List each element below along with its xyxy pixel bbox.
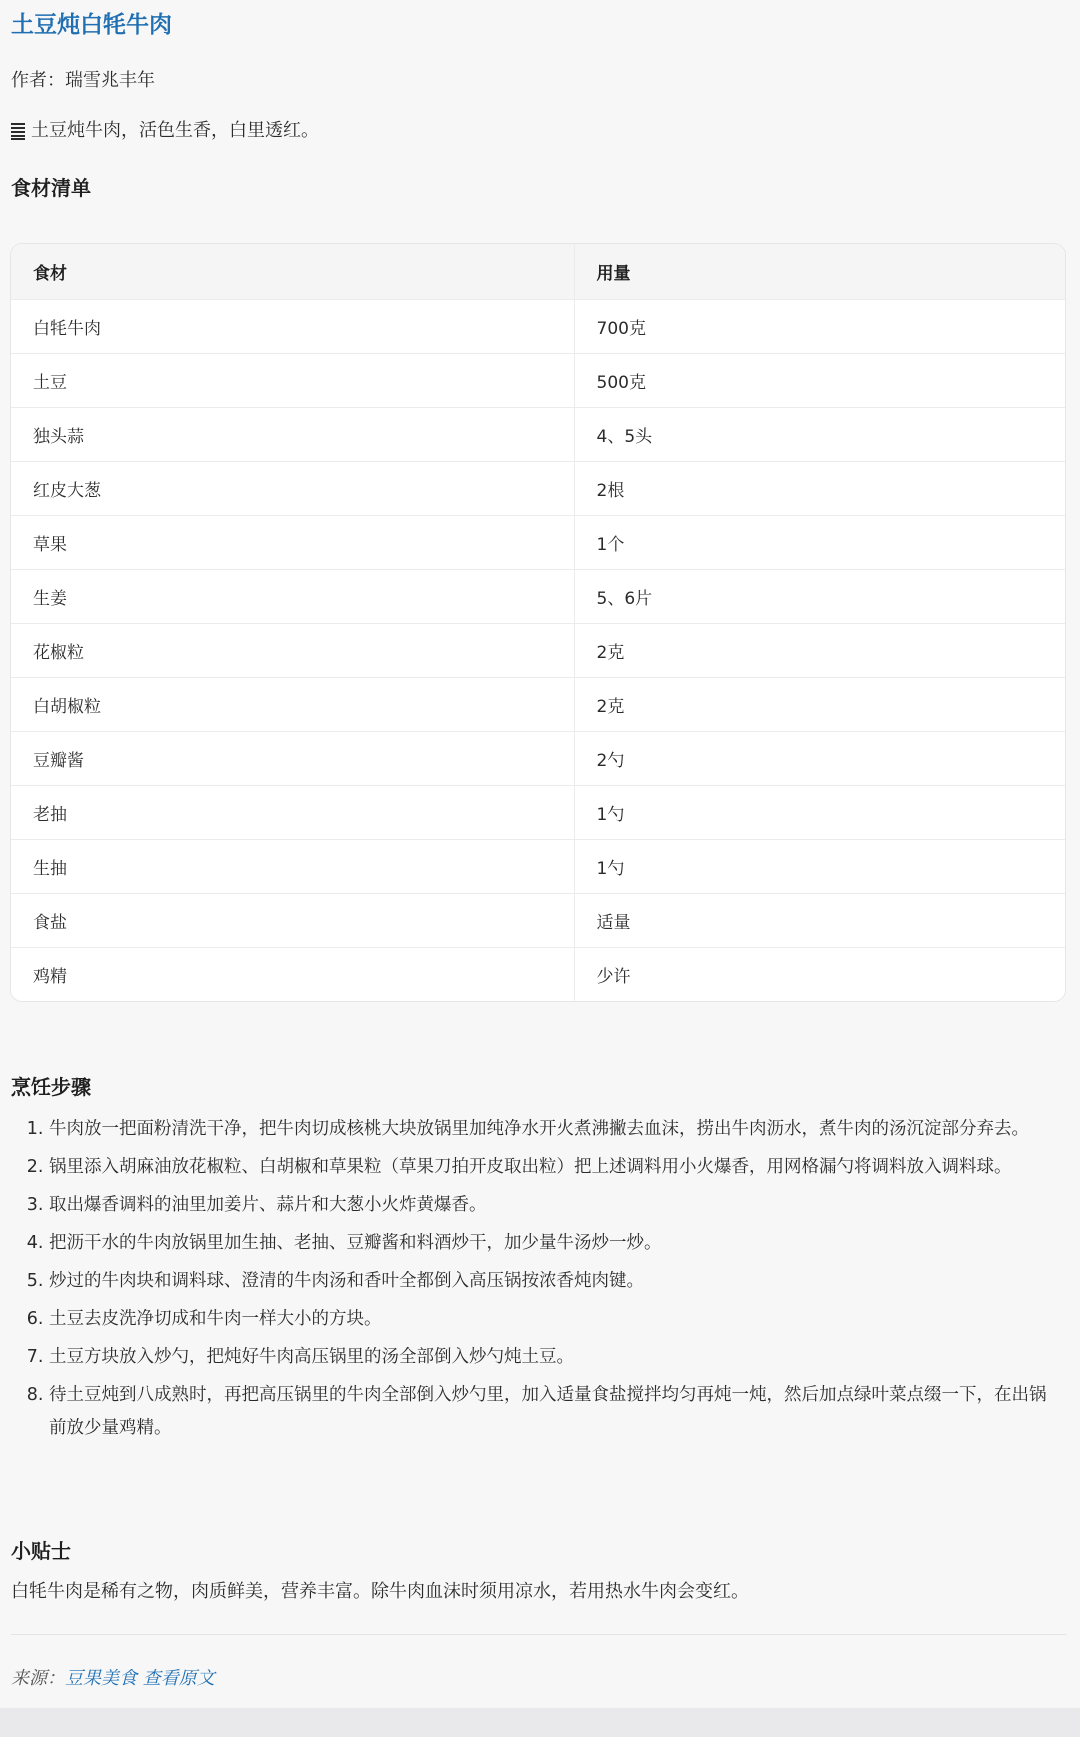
step-item: 4. 把沥干水的牛肉放锅里加生抽、老抽、豆瓣酱和料酒炒干，加少量牛汤炒一炒。 — [49, 1227, 1061, 1260]
ingredient-name-cell: 白胡椒粒 — [11, 677, 574, 731]
step-item: 6. 土豆去皮洗净切成和牛肉一样大小的方块。 — [49, 1303, 1061, 1336]
column-header-amount: 用量 — [574, 244, 1065, 299]
ingredient-name-cell: 生姜 — [11, 569, 574, 623]
step-item: 1. 牛肉放一把面粉清洗干净，把牛肉切成核桃大块放锅里加纯净水开火煮沸撇去血沫，捞出牛肉沥水，煮牛肉的汤沉淀部分弃去。 — [49, 1113, 1061, 1146]
table-row — [11, 407, 1065, 461]
table-row — [11, 731, 1065, 785]
ingredients-table — [10, 243, 1066, 1002]
source-line — [11, 1664, 215, 1694]
step-item: 5. 炒过的牛肉块和调料球、澄清的牛肉汤和香叶全都倒入高压锅按浓香炖肉键。 — [49, 1265, 1061, 1298]
ingredient-amount-cell: 5、6片 — [574, 569, 1065, 623]
divider — [11, 1634, 1066, 1635]
source-label: 来源： — [11, 1668, 65, 1689]
tips-heading: 小贴士 — [11, 1539, 71, 1563]
ingredient-name-cell: 老抽 — [11, 785, 574, 839]
table-row — [11, 569, 1065, 623]
ingredient-amount-cell: 1个 — [574, 515, 1065, 569]
ingredient-name-cell: 白牦牛肉 — [11, 299, 574, 353]
table-row — [11, 299, 1065, 353]
ingredient-name-cell: 生抽 — [11, 839, 574, 893]
view-original-link[interactable]: 查看原文 — [142, 1668, 215, 1689]
ingredient-name-cell: 红皮大葱 — [11, 461, 574, 515]
ingredient-name-cell: 土豆 — [11, 353, 574, 407]
footer-band — [0, 1708, 1080, 1737]
table-row — [11, 947, 1065, 1001]
intro-line — [11, 117, 319, 145]
author-line: 作者：瑞雪兆丰年 — [11, 70, 155, 91]
ingredient-name-cell: 独头蒜 — [11, 407, 574, 461]
ingredient-amount-cell: 2克 — [574, 623, 1065, 677]
table-row — [11, 353, 1065, 407]
ingredient-amount-cell: 少许 — [574, 947, 1065, 1001]
source-site-link[interactable]: 豆果美食 — [65, 1668, 137, 1689]
ingredient-amount-cell: 4、5头 — [574, 407, 1065, 461]
ingredient-amount-cell: 2根 — [574, 461, 1065, 515]
ingredient-name-cell: 花椒粒 — [11, 623, 574, 677]
ingredient-amount-cell: 1勺 — [574, 839, 1065, 893]
ingredient-amount-cell: 700克 — [574, 299, 1065, 353]
ingredient-amount-cell: 2克 — [574, 677, 1065, 731]
table-header-row — [11, 244, 1065, 299]
recipe-title: 土豆炖白牦牛肉 — [11, 12, 172, 38]
table-row — [11, 785, 1065, 839]
table-row — [11, 515, 1065, 569]
intro-text: 土豆炖牛肉，活色生香，白里透红。 — [31, 120, 319, 141]
step-item: 3. 取出爆香调料的油里加姜片、蒜片和大葱小火炸黄爆香。 — [49, 1189, 1061, 1222]
column-header-ingredient: 食材 — [11, 244, 574, 299]
ingredient-amount-cell: 500克 — [574, 353, 1065, 407]
ingredient-name-cell: 草果 — [11, 515, 574, 569]
table-row — [11, 623, 1065, 677]
ingredients-heading: 食材清单 — [11, 176, 91, 200]
ingredient-amount-cell: 2勺 — [574, 731, 1065, 785]
steps-heading: 烹饪步骤 — [11, 1075, 91, 1099]
step-item: 8. 待土豆炖到八成熟时，再把高压锅里的牛肉全部倒入炒勺里，加入适量食盐搅拌均匀再炖一炖，然后加点绿叶菜点缀一下，在出锅前放少量鸡精。 — [49, 1379, 1061, 1445]
list-icon — [11, 122, 25, 140]
table-row — [11, 839, 1065, 893]
steps-list — [11, 1113, 1061, 1450]
ingredient-amount-cell: 适量 — [574, 893, 1065, 947]
step-item: 2. 锅里添入胡麻油放花椒粒、白胡椒和草果粒（草果刀拍开皮取出粒）把上述调料用小火爆香，用网格漏勺将调料放入调料球。 — [49, 1151, 1061, 1184]
ingredient-name-cell: 豆瓣酱 — [11, 731, 574, 785]
ingredient-amount-cell: 1勺 — [574, 785, 1065, 839]
table-row — [11, 893, 1065, 947]
tips-text: 白牦牛肉是稀有之物，肉质鲜美，营养丰富。除牛肉血沫时须用凉水，若用热水牛肉会变红。 — [11, 1581, 749, 1602]
table-row — [11, 461, 1065, 515]
table-row — [11, 677, 1065, 731]
ingredient-name-cell: 鸡精 — [11, 947, 574, 1001]
step-item: 7. 土豆方块放入炒勺，把炖好牛肉高压锅里的汤全部倒入炒勺炖土豆。 — [49, 1341, 1061, 1374]
ingredient-name-cell: 食盐 — [11, 893, 574, 947]
